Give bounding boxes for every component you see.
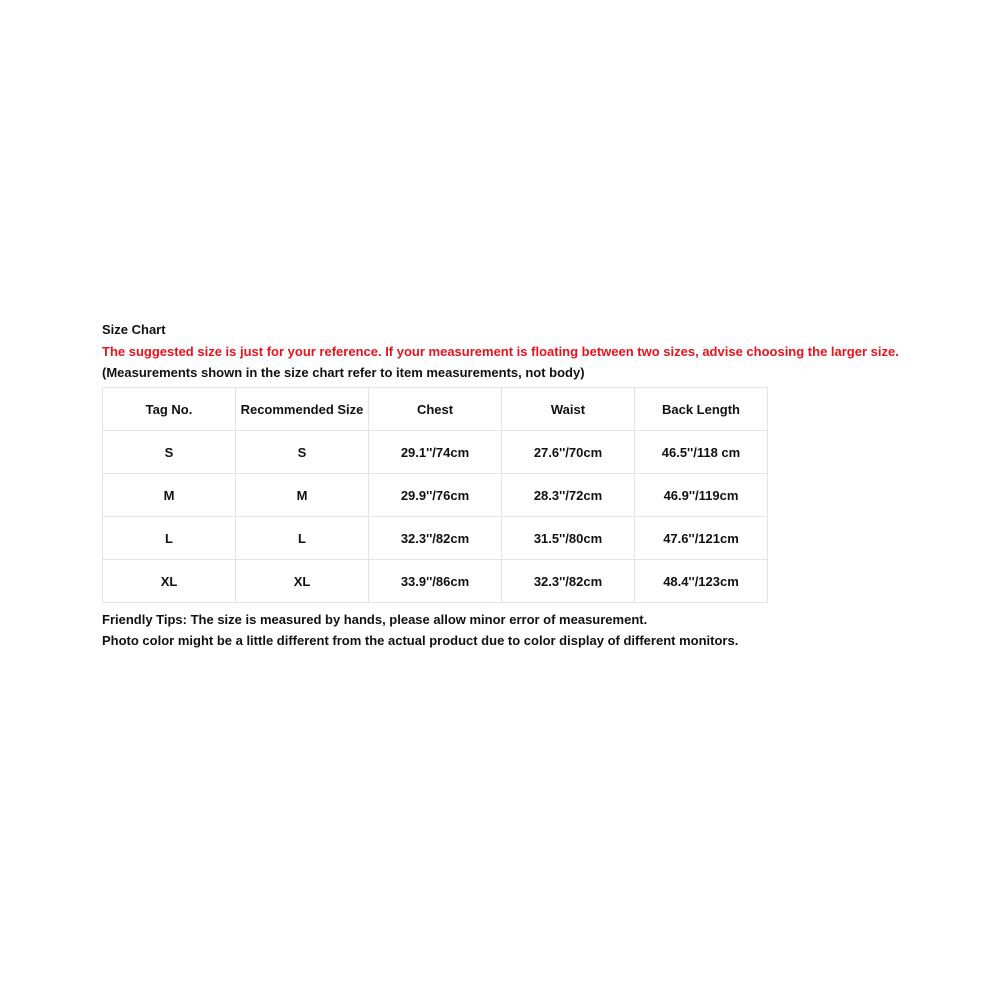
header-waist: Waist xyxy=(502,388,635,431)
cell-chest: 33.9''/86cm xyxy=(369,560,502,603)
cell-waist: 28.3''/72cm xyxy=(502,474,635,517)
cell-waist: 32.3''/82cm xyxy=(502,560,635,603)
cell-chest: 29.9''/76cm xyxy=(369,474,502,517)
cell-back-length: 46.5''/118 cm xyxy=(635,431,768,474)
cell-recommended-size: XL xyxy=(236,560,369,603)
size-chart-title: Size Chart xyxy=(102,322,166,337)
header-recommended-size: Recommended Size xyxy=(236,388,369,431)
size-warning-text: The suggested size is just for your reference. If your measurement is floating between two sizes, advise choosing the larger size. xyxy=(102,344,899,359)
cell-recommended-size: S xyxy=(236,431,369,474)
table-row xyxy=(103,474,768,517)
size-table xyxy=(102,387,768,603)
table-row xyxy=(103,517,768,560)
table-row xyxy=(103,431,768,474)
tips-line-color: Photo color might be a little different from the actual product due to color display of different monitors. xyxy=(102,633,739,648)
cell-waist: 27.6''/70cm xyxy=(502,431,635,474)
cell-recommended-size: L xyxy=(236,517,369,560)
cell-chest: 29.1''/74cm xyxy=(369,431,502,474)
header-back-length: Back Length xyxy=(635,388,768,431)
cell-tag-no: L xyxy=(103,517,236,560)
cell-recommended-size: M xyxy=(236,474,369,517)
cell-back-length: 46.9''/119cm xyxy=(635,474,768,517)
cell-tag-no: XL xyxy=(103,560,236,603)
table-header-row xyxy=(103,388,768,431)
cell-back-length: 48.4''/123cm xyxy=(635,560,768,603)
size-chart-sheet xyxy=(102,322,912,651)
measurement-note: (Measurements shown in the size chart refer to item measurements, not body) xyxy=(102,365,585,380)
table-row xyxy=(103,560,768,603)
cell-waist: 31.5''/80cm xyxy=(502,517,635,560)
cell-chest: 32.3''/82cm xyxy=(369,517,502,560)
cell-tag-no: M xyxy=(103,474,236,517)
tips-line-measurement: Friendly Tips: The size is measured by hands, please allow minor error of measurement. xyxy=(102,612,648,627)
header-chest: Chest xyxy=(369,388,502,431)
header-tag-no: Tag No. xyxy=(103,388,236,431)
friendly-tips xyxy=(102,609,912,651)
cell-back-length: 47.6''/121cm xyxy=(635,517,768,560)
cell-tag-no: S xyxy=(103,431,236,474)
